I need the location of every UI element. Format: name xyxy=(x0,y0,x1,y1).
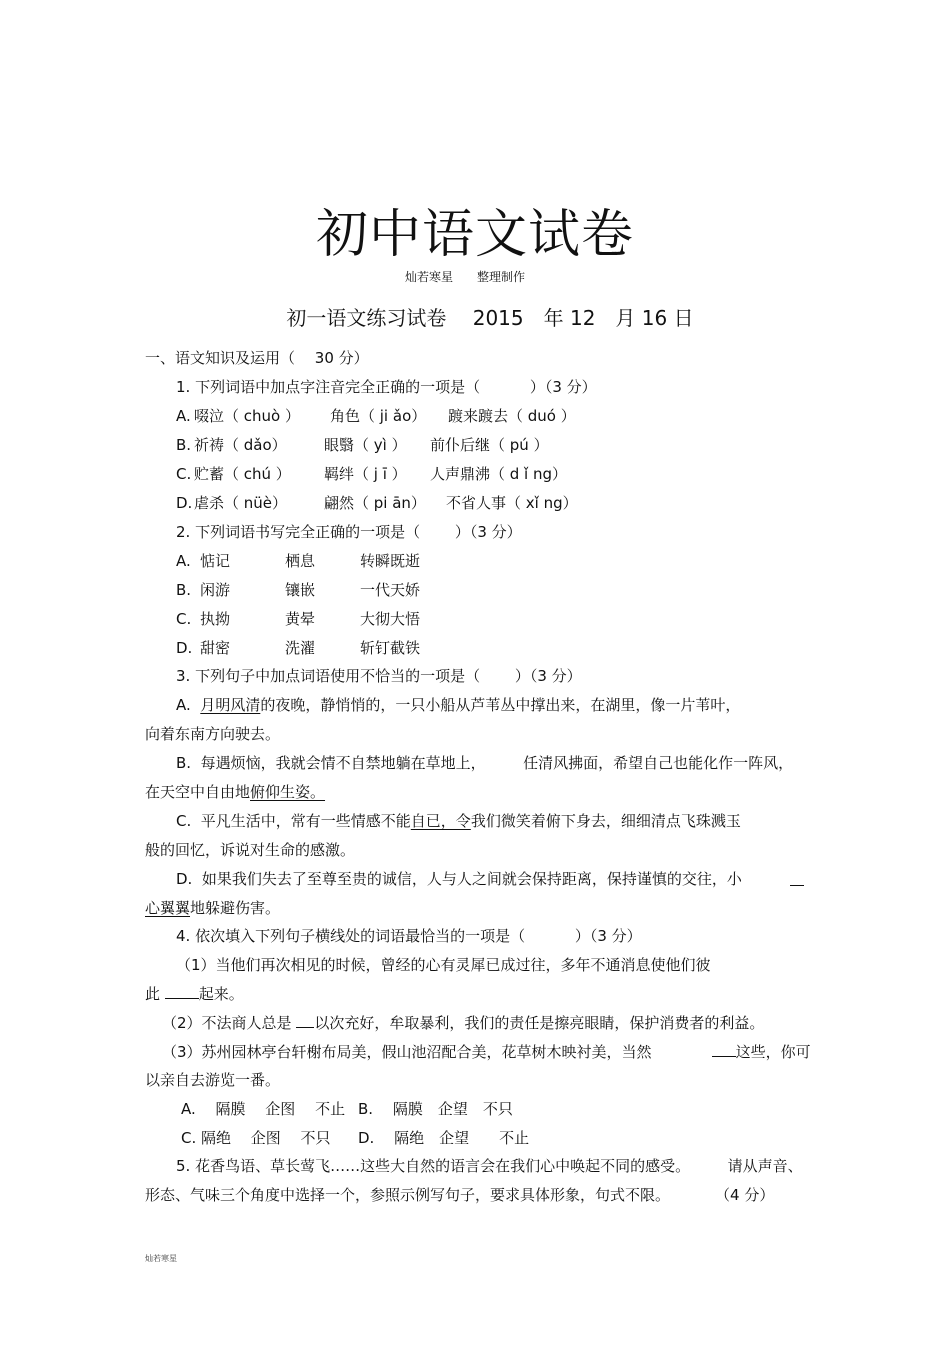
option-word: 惦记 xyxy=(200,552,231,570)
blank-line xyxy=(712,1042,736,1057)
sentence-text: 平凡生活中，常有一些情感不能 xyxy=(200,812,411,830)
option-word: 镶嵌 xyxy=(285,581,316,599)
sentence-text: 以次充好，牟取暴利，我们的责任是擦亮眼睛，保护消费者的利益。 xyxy=(314,1014,765,1032)
option-word: 羁绊（ j ī ） xyxy=(324,465,407,483)
option-word: 闲游 xyxy=(200,581,231,599)
q5-stem-cont: 形态、气味三个角度中选择一个，参照示例写句子，要求具体形象，句式不限。 （4 分） xyxy=(145,1186,775,1204)
q3-option-a: A. 月明风清的夜晚，静悄悄的，一只小船从芦苇丛中撑出来，在湖里，像一片苇叶， xyxy=(176,696,741,714)
sentence-text: （3）苏州园林亭台轩榭布局美，假山池沼配合美，花草树木映衬美，当然 xyxy=(162,1043,712,1061)
sentence-text: 每遇烦恼，我就会情不自禁地躺在草地上， 任清风拂面，希望自己也能化作一阵风， xyxy=(200,754,794,772)
sentence-text: 我们微笑着俯下身去，细细清点飞珠溅玉 xyxy=(470,812,741,830)
q3-option-d-cont xyxy=(145,898,280,918)
option-word: 斩钉截铁 xyxy=(360,639,421,657)
option-word: 踱来踱去（ duó ） xyxy=(448,407,576,425)
sentence-text: 在天空中自由地 xyxy=(145,783,251,801)
option-word: 啜泣（ chuò ） xyxy=(194,407,300,425)
option-label: B. xyxy=(176,436,192,454)
blank-line xyxy=(296,1013,314,1028)
blank-line xyxy=(165,984,199,999)
option-word: 贮蓄（ chú ） xyxy=(194,465,291,483)
marked-phrase: 心翼翼 xyxy=(145,899,191,917)
option-word: 栖息 xyxy=(285,552,316,570)
subtitle: 灿若寒星 整理制作 xyxy=(404,270,525,284)
q4-sentence-3-cont: 以亲自去游览一番。 xyxy=(145,1071,281,1089)
option-word: 大彻大悟 xyxy=(360,610,421,628)
sentence-text: 这些，你可 xyxy=(735,1043,811,1061)
q4-option-c: C. 隔绝 企图 不只 xyxy=(181,1129,331,1147)
q3-option-a-cont: 向着东南方向驶去。 xyxy=(145,725,281,743)
section-heading: 一、语文知识及运用（ 30 分） xyxy=(145,349,369,367)
q2-stem: 2. 下列词语书写完全正确的一项是（ ）（3 分） xyxy=(176,523,522,541)
q3-option-b: B. 每遇烦恼，我就会情不自禁地躺在草地上， 任清风拂面，希望自己也能化作一阵风， xyxy=(176,754,794,772)
option-label: D. xyxy=(176,639,193,657)
q4-option-d: D. 隔绝 企望 不止 xyxy=(358,1129,530,1147)
sentence-text: 地躲避伤害。 xyxy=(190,899,281,917)
sentence-text: （2）不法商人总是 xyxy=(162,1014,297,1032)
q3-option-b-cont xyxy=(145,782,325,802)
option-word: 一代天娇 xyxy=(360,581,421,599)
q4-sentence-3 xyxy=(162,1042,811,1062)
option-label: A. xyxy=(176,552,191,570)
option-label: D. xyxy=(176,494,193,512)
option-word: 虐杀（ nüè） xyxy=(194,494,288,512)
option-label: B. xyxy=(176,581,192,599)
sentence-text: 的夜晚，静悄悄的，一只小船从芦苇丛中撑出来，在湖里，像一片苇叶， xyxy=(260,696,741,714)
sentence-text: 起来。 xyxy=(198,985,244,1003)
option-label: C. xyxy=(176,610,192,628)
sentence-text: 如果我们失去了至尊至贵的诚信，人与人之间就会保持距离，保持谨慎的交往，小 xyxy=(201,870,742,888)
q4-sentence-1: （1）当他们再次相见的时候，曾经的心有灵犀已成过往，多年不通消息使他们彼 xyxy=(176,956,711,974)
q4-option-a: A. 隔膜 企图 不止 xyxy=(181,1100,346,1118)
q3-stem: 3. 下列句子中加点词语使用不恰当的一项是（ ）（3 分） xyxy=(176,667,582,685)
q5-stem: 5. 花香鸟语、草长莺飞……这些大自然的语言会在我们心中唤起不同的感受。 请从声音、 xyxy=(176,1157,803,1175)
q3-option-c-cont: 般的回忆，诉说对生命的感激。 xyxy=(145,841,356,859)
marked-phrase: 自已，令 xyxy=(410,812,471,830)
option-word: 翩然（ pi ān） xyxy=(324,494,426,512)
sentence-text: 此 xyxy=(145,985,165,1003)
option-word: 甜密 xyxy=(200,639,231,657)
q4-option-b: B. 隔膜 企望 不只 xyxy=(358,1100,513,1118)
q3-option-d: D. 如果我们失去了至尊至贵的诚信，人与人之间就会保持距离，保持谨慎的交往，小 xyxy=(176,870,742,888)
q4-stem: 4. 依次填入下列句子横线处的词语最恰当的一项是（ ）（3 分） xyxy=(176,927,642,945)
option-word: 转瞬既逝 xyxy=(360,552,421,570)
option-word: 不省人事（ xǐ ng） xyxy=(446,494,578,512)
q4-sentence-1-cont xyxy=(145,984,244,1004)
blank-line xyxy=(790,885,804,886)
option-word: 角色（ ji ǎo） xyxy=(330,407,427,425)
page-title: 初中语文试卷 xyxy=(315,205,634,265)
option-word: 人声鼎沸（ d ǐ ng） xyxy=(430,465,568,483)
option-label: C. xyxy=(176,465,192,483)
marked-phrase: 月明风清 xyxy=(200,696,261,714)
option-word: 眼翳（ yì ） xyxy=(324,436,407,454)
option-word: 洗濯 xyxy=(285,639,316,657)
page-footer: 灿若寒星 xyxy=(145,1254,177,1263)
q3-option-c: C. 平凡生活中，常有一些情感不能自已，令我们微笑着俯下身去，细细清点飞珠溅玉 xyxy=(176,812,741,830)
option-label: A. xyxy=(176,407,191,425)
option-word: 祈祷（ dǎo） xyxy=(194,436,287,454)
exam-date-line: 初一语文练习试卷 2015 年 12 月 16 日 xyxy=(286,306,694,330)
option-word: 黄晕 xyxy=(285,610,316,628)
option-word: 前仆后继（ pú ） xyxy=(430,436,549,454)
option-word: 执拗 xyxy=(200,610,231,628)
q4-sentence-2 xyxy=(162,1013,764,1033)
q1-stem: 1. 下列词语中加点字注音完全正确的一项是（ ）（3 分） xyxy=(176,378,597,396)
marked-phrase: 俯仰生姿。 xyxy=(250,783,326,801)
